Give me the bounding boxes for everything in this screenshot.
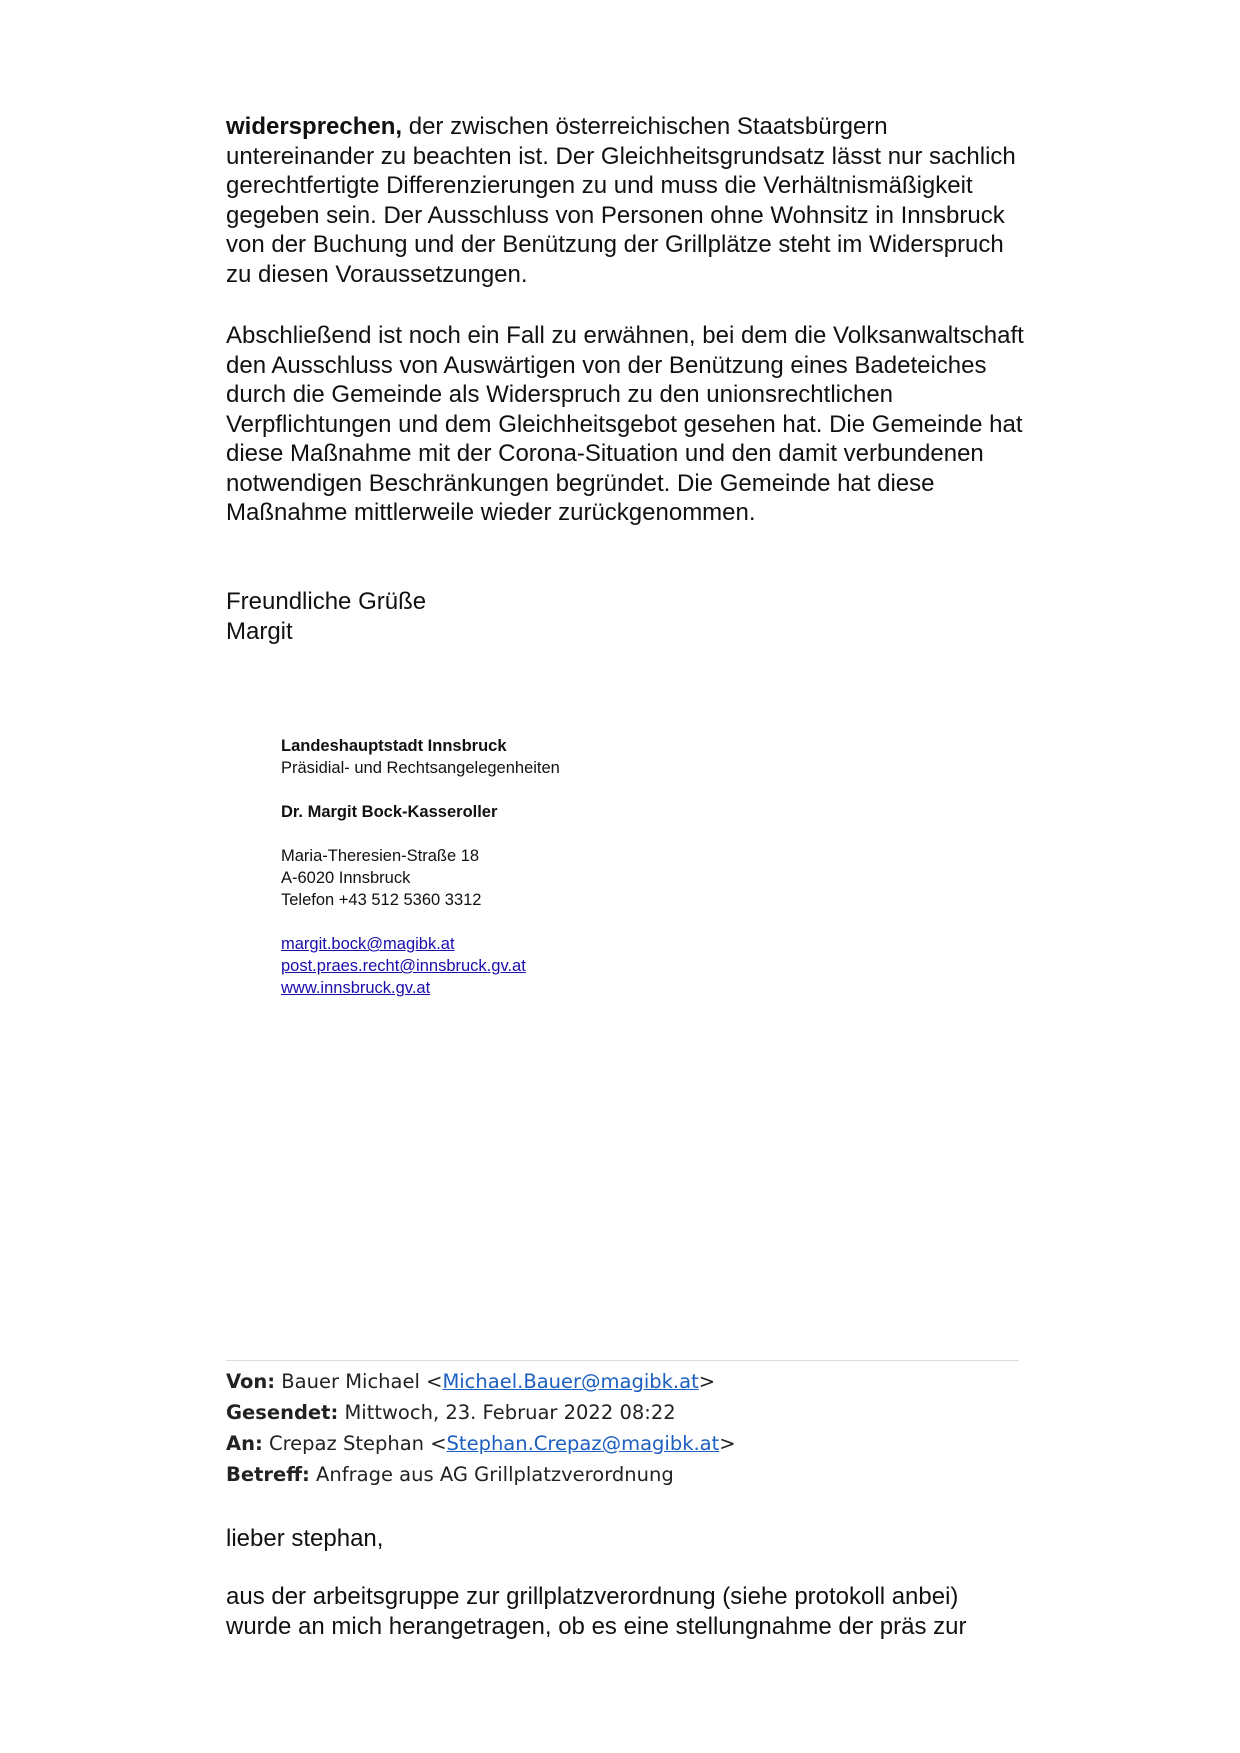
header-to-label: An: [226, 1432, 263, 1455]
header-from-close: > [698, 1370, 716, 1393]
header-to-name: Crepaz Stephan < [262, 1432, 447, 1455]
signature-org-name: Landeshauptstadt Innsbruck [281, 737, 507, 755]
header-subject-label: Betreff: [226, 1463, 310, 1486]
paragraph-lead-word: widersprechen, [226, 113, 403, 140]
header-from-label: Von: [226, 1370, 276, 1393]
header-from-email-link[interactable]: Michael.Bauer@magibk.at [442, 1370, 699, 1393]
signature-links [281, 933, 526, 999]
paragraph-bathing-pond-case: Abschließend ist noch ein Fall zu erwähnen, bei dem die Volksanwaltschaft den Ausschluss von Auswärtigen von der Benützung eines Badeteiches durch die Gemeinde als Widerspruch zu den unionsrechtlichen Verpflichtungen und dem Gleichheitsgebot gesehen hat. Die Gemeinde hat diese Maßnahme mit der Corona-Situation und den damit verbundenen notwendigen Beschränkungen begründet. Die Gemeinde hat diese Maßnahme mittlerweile wieder zurückgenommen. [226, 322, 1024, 526]
header-to-email-link[interactable]: Stephan.Crepaz@magibk.at [446, 1432, 720, 1455]
signature-department: Präsidial- und Rechtsangelegenheiten [281, 759, 560, 777]
signature-address [281, 845, 481, 911]
header-from-line [226, 1366, 736, 1397]
signature-phone: Telefon +43 512 5360 3312 [281, 891, 482, 909]
reply-body-text: aus der arbeitsgruppe zur grillplatzverordnung (siehe protokoll anbei) wurde an mich herangetragen, ob es eine stellungnahme der präs zur [226, 1583, 967, 1640]
header-sent-line [226, 1397, 736, 1428]
reply-greeting: lieber stephan, [226, 1525, 384, 1552]
signature-person-name: Dr. Margit Bock-Kasseroller [281, 803, 498, 821]
header-to-line [226, 1428, 736, 1459]
forwarded-email-header [226, 1366, 736, 1490]
header-subject-value: Anfrage aus AG Grillplatzverordnung [309, 1463, 674, 1486]
signature-person [281, 801, 497, 823]
header-subject-line [226, 1459, 736, 1490]
paragraph-text: der zwischen österreichischen Staatsbürgern untereinander zu beachten ist. Der Gleichheitsgrundsatz lässt nur sachlich gerechtfertigte Differenzierungen zu und muss die Verhältnismäßigkeit gegeben sein. Der Ausschluss von Personen ohne Wohnsitz in Innsbruck von der Buchung und der Benützung der Grillplätze steht im Widerspruch zu diesen Voraussetzungen. [226, 113, 1016, 288]
paragraph-equality-principle [226, 112, 1026, 289]
signature-department-email-link[interactable]: post.praes.recht@innsbruck.gv.at [281, 957, 526, 975]
header-sent-label: Gesendet: [226, 1401, 339, 1424]
signer-name: Margit [226, 618, 293, 645]
signature-organization [281, 735, 560, 779]
signature-website-link[interactable]: www.innsbruck.gv.at [281, 979, 431, 997]
signature-street: Maria-Theresien-Straße 18 [281, 847, 480, 865]
header-to-close: > [719, 1432, 736, 1455]
email-header-divider [226, 1360, 1019, 1361]
signature-city: A-6020 Innsbruck [281, 869, 411, 887]
header-sent-value: Mittwoch, 23. Februar 2022 08:22 [338, 1401, 676, 1424]
closing-greeting: Freundliche Grüße [226, 588, 427, 615]
header-from-name: Bauer Michael < [275, 1370, 443, 1393]
signature-email-link[interactable]: margit.bock@magibk.at [281, 935, 455, 953]
